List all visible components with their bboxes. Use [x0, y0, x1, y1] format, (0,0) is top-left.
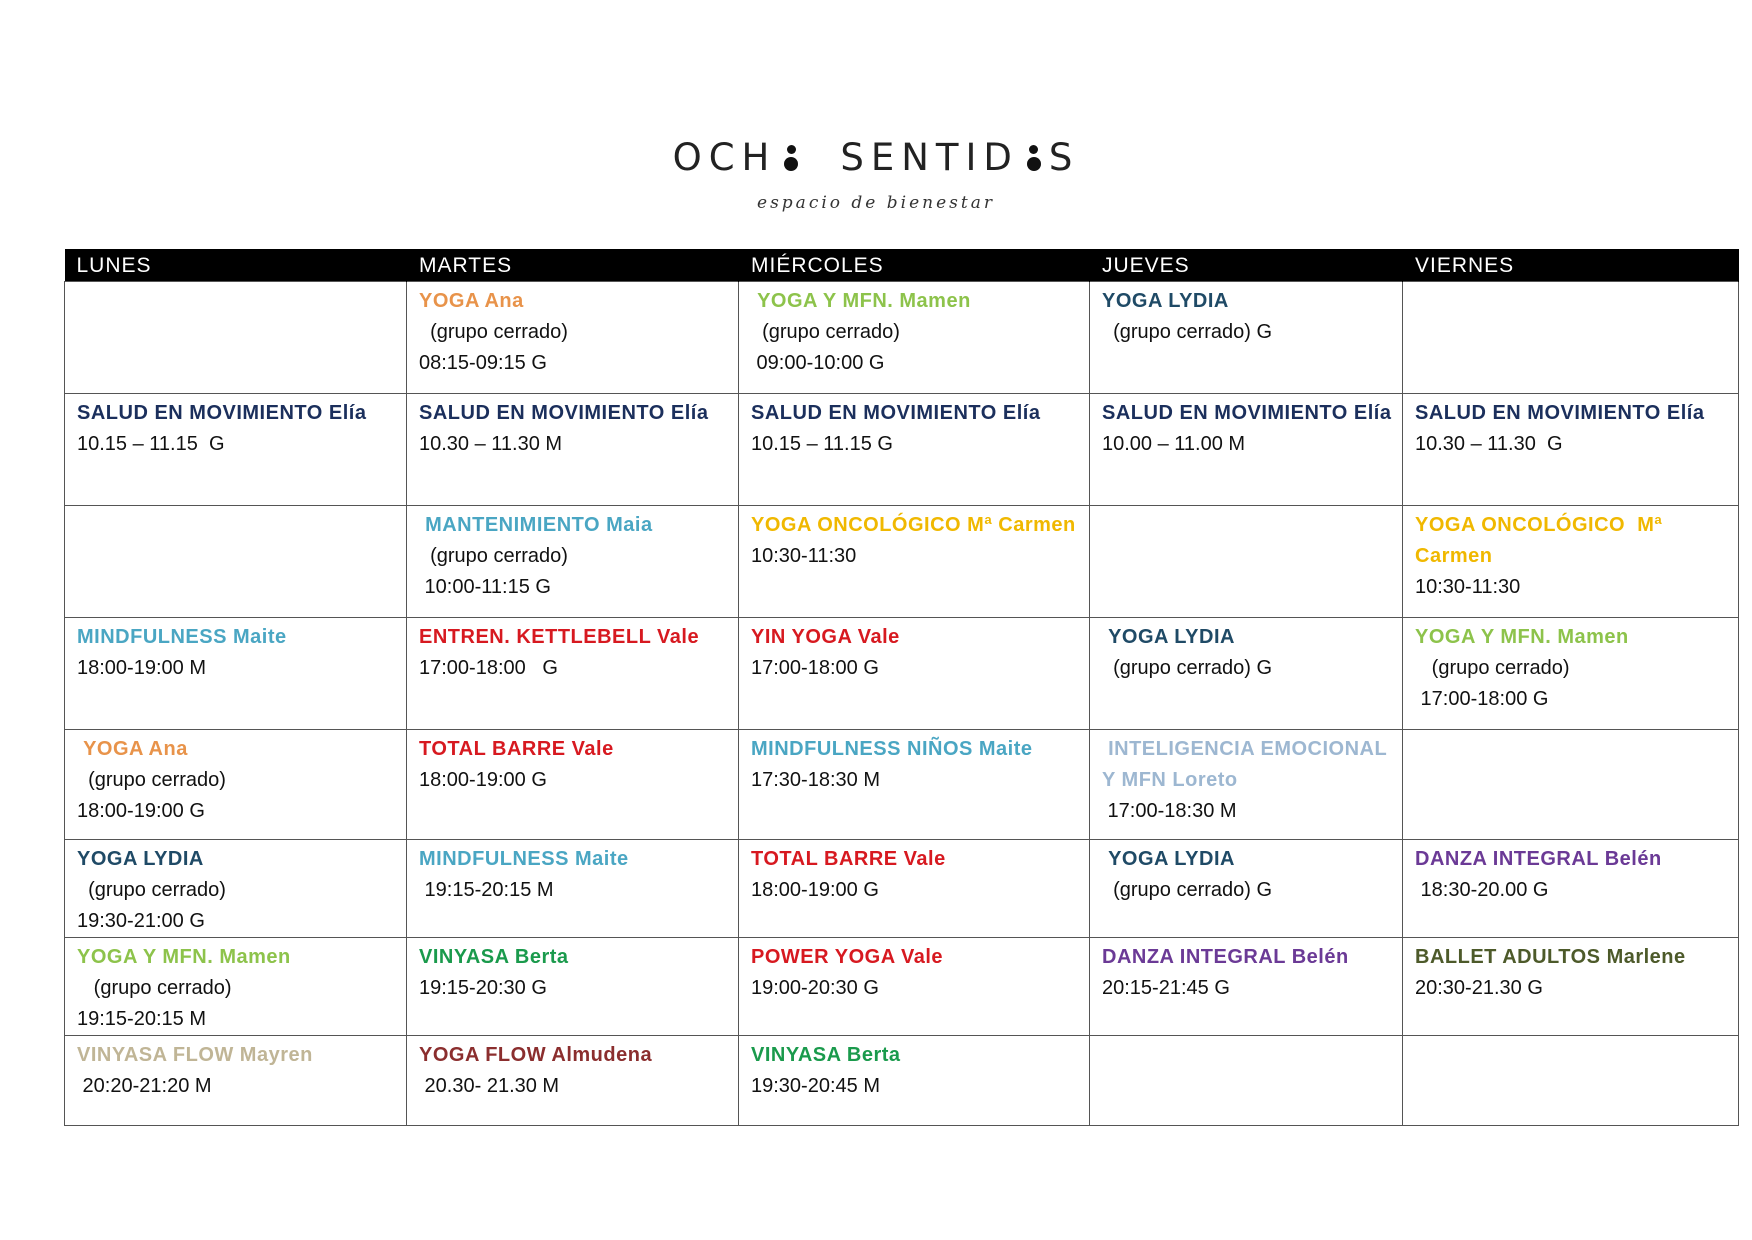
class-cell: [1403, 1036, 1739, 1126]
class-cell: [407, 394, 739, 506]
class-detail: 10.15 – 11.15 G: [751, 433, 893, 455]
class-cell: [1403, 938, 1739, 1036]
logo-wordmark: [673, 136, 1080, 179]
class-cell: [739, 394, 1090, 506]
class-title: SALUD EN MOVIMIENTO Elía: [77, 402, 367, 424]
class-detail: 10:30-11:30: [751, 545, 857, 567]
class-detail: 17:30-18:30 M: [751, 769, 880, 791]
class-detail: (grupo cerrado) G: [1102, 879, 1273, 901]
class-detail: 20.30- 21.30 M: [419, 1075, 560, 1097]
schedule-row: [65, 938, 1739, 1036]
class-cell: [1090, 840, 1403, 938]
class-title: DANZA INTEGRAL Belén: [1102, 946, 1349, 968]
class-detail: 20:15-21:45 G: [1102, 977, 1230, 999]
class-detail: 19:15-20:15 M: [419, 879, 554, 901]
class-detail: 19:15-20:30 G: [419, 977, 547, 999]
class-detail: 20:30-21.30 G: [1415, 977, 1543, 999]
class-title: YIN YOGA Vale: [751, 626, 900, 648]
class-detail: (grupo cerrado): [77, 769, 226, 791]
class-title: TOTAL BARRE Vale: [751, 848, 946, 870]
schedule-row: [65, 618, 1739, 730]
class-detail: 10.15 – 11.15 G: [77, 433, 225, 455]
class-detail: (grupo cerrado): [751, 321, 900, 343]
class-title: BALLET ADULTOS Marlene: [1415, 946, 1686, 968]
class-title: SALUD EN MOVIMIENTO Elía: [1415, 402, 1705, 424]
schedule-row: [65, 394, 1739, 506]
class-cell: [1403, 618, 1739, 730]
class-title: MINDFULNESS NIÑOS Maite: [751, 738, 1033, 760]
class-title: YOGA Ana: [77, 738, 188, 760]
class-detail: 10.00 – 11.00 M: [1102, 433, 1246, 455]
class-title: YOGA LYDIA: [77, 848, 204, 870]
class-detail: 10:00-11:15 G: [419, 576, 551, 598]
class-cell: [739, 938, 1090, 1036]
class-detail: 17:00-18:00 G: [751, 657, 879, 679]
day-header-tuesday: MARTES: [407, 249, 739, 282]
class-cell: [1090, 506, 1403, 618]
class-title: YOGA Y MFN. Mamen: [77, 946, 291, 968]
class-title: MINDFULNESS Maite: [419, 848, 629, 870]
class-title: SALUD EN MOVIMIENTO Elía: [751, 402, 1041, 424]
class-detail: (grupo cerrado): [1415, 657, 1570, 679]
schedule-row: [65, 1036, 1739, 1126]
class-title: INTELIGENCIA EMOCIONAL Y MFN Loreto: [1102, 738, 1393, 791]
class-detail: 18:00-19:00 M: [77, 657, 206, 679]
class-title: VINYASA Berta: [419, 946, 569, 968]
logo-subtitle: espacio de bienestar: [757, 193, 995, 213]
logo-dots-icon: [780, 145, 802, 171]
class-title: MINDFULNESS Maite: [77, 626, 287, 648]
class-cell: [65, 506, 407, 618]
class-detail: 10.30 – 11.30 G: [1415, 433, 1563, 455]
class-cell: [739, 730, 1090, 840]
class-cell: [407, 730, 739, 840]
class-detail: 18:00-19:00 G: [751, 879, 879, 901]
class-detail: 19:30-20:45 M: [751, 1075, 880, 1097]
class-cell: [407, 282, 739, 394]
class-detail: 09:00-10:00 G: [751, 352, 885, 374]
class-cell: [407, 1036, 739, 1126]
class-detail: 08:15-09:15 G: [419, 352, 547, 374]
class-title: YOGA Y MFN. Mamen: [1415, 626, 1629, 648]
class-cell: [65, 1036, 407, 1126]
class-title: SALUD EN MOVIMIENTO Elía: [1102, 402, 1392, 424]
class-title: SALUD EN MOVIMIENTO Elía: [419, 402, 709, 424]
class-cell: [1403, 282, 1739, 394]
class-detail: 19:15-20:15 M: [77, 1008, 206, 1030]
class-title: YOGA LYDIA: [1102, 848, 1235, 870]
class-cell: [1090, 730, 1403, 840]
day-header-wednesday: MIÉRCOLES: [739, 249, 1090, 282]
class-detail: 17:00-18:30 M: [1102, 800, 1237, 822]
class-title: MANTENIMIENTO Maia: [419, 514, 653, 536]
class-cell: [65, 618, 407, 730]
logo: [0, 136, 1752, 213]
class-detail: 17:00-18:00 G: [1415, 688, 1549, 710]
logo-dots-icon: [1023, 145, 1045, 171]
class-detail: 19:30-21:00 G: [77, 910, 205, 932]
class-title: VINYASA Berta: [751, 1044, 901, 1066]
schedule-row: [65, 730, 1739, 840]
class-cell: [65, 282, 407, 394]
class-cell: [739, 618, 1090, 730]
class-title: ENTREN. KETTLEBELL Vale: [419, 626, 700, 648]
class-cell: [407, 618, 739, 730]
class-title: YOGA Ana: [419, 290, 524, 312]
class-cell: [1403, 840, 1739, 938]
schedule-row: [65, 506, 1739, 618]
class-cell: [739, 506, 1090, 618]
class-cell: [1090, 618, 1403, 730]
day-header-monday: LUNES: [65, 249, 407, 282]
class-detail: (grupo cerrado) G: [1102, 321, 1273, 343]
day-header-friday: VIERNES: [1403, 249, 1739, 282]
schedule-body: [65, 282, 1739, 1126]
class-cell: [1090, 1036, 1403, 1126]
class-detail: (grupo cerrado): [419, 321, 568, 343]
class-cell: [739, 282, 1090, 394]
class-title: YOGA Y MFN. Mamen: [751, 290, 971, 312]
class-detail: 19:00-20:30 G: [751, 977, 879, 999]
class-detail: 20:20-21:20 M: [77, 1075, 212, 1097]
class-title: YOGA FLOW Almudena: [419, 1044, 653, 1066]
class-detail: 10:30-11:30: [1415, 576, 1521, 598]
class-cell: [65, 938, 407, 1036]
day-header-row: [65, 249, 1739, 282]
class-cell: [1090, 938, 1403, 1036]
schedule-row: [65, 840, 1739, 938]
class-cell: [1090, 282, 1403, 394]
class-title: YOGA ONCOLÓGICO Mª Carmen: [751, 514, 1076, 536]
class-cell: [739, 1036, 1090, 1126]
class-title: TOTAL BARRE Vale: [419, 738, 614, 760]
class-cell: [1403, 506, 1739, 618]
class-title: YOGA LYDIA: [1102, 626, 1235, 648]
day-header-thursday: JUEVES: [1090, 249, 1403, 282]
logo-text-3: S: [1048, 136, 1080, 179]
class-detail: 10.30 – 11.30 M: [419, 433, 563, 455]
class-cell: [407, 938, 739, 1036]
class-cell: [65, 840, 407, 938]
class-detail: 18:00-19:00 G: [77, 800, 205, 822]
class-detail: 18:30-20.00 G: [1415, 879, 1549, 901]
class-cell: [1403, 730, 1739, 840]
class-title: VINYASA FLOW Mayren: [77, 1044, 313, 1066]
logo-text-2: SENTID: [840, 136, 1019, 179]
class-detail: (grupo cerrado): [419, 545, 568, 567]
logo-text-1: OCH: [672, 136, 777, 179]
class-title: YOGA ONCOLÓGICO Mª Carmen: [1415, 514, 1669, 567]
class-detail: (grupo cerrado): [77, 879, 226, 901]
class-detail: (grupo cerrado) G: [1102, 657, 1273, 679]
class-title: DANZA INTEGRAL Belén: [1415, 848, 1662, 870]
class-cell: [65, 730, 407, 840]
class-cell: [1090, 394, 1403, 506]
class-title: YOGA LYDIA: [1102, 290, 1229, 312]
class-cell: [1403, 394, 1739, 506]
class-cell: [739, 840, 1090, 938]
class-cell: [407, 506, 739, 618]
class-cell: [407, 840, 739, 938]
class-detail: 17:00-18:00 G: [419, 657, 558, 679]
class-detail: 18:00-19:00 G: [419, 769, 547, 791]
class-cell: [65, 394, 407, 506]
schedule-table: [64, 249, 1739, 1126]
class-detail: (grupo cerrado): [77, 977, 232, 999]
class-title: POWER YOGA Vale: [751, 946, 944, 968]
schedule-row: [65, 282, 1739, 394]
